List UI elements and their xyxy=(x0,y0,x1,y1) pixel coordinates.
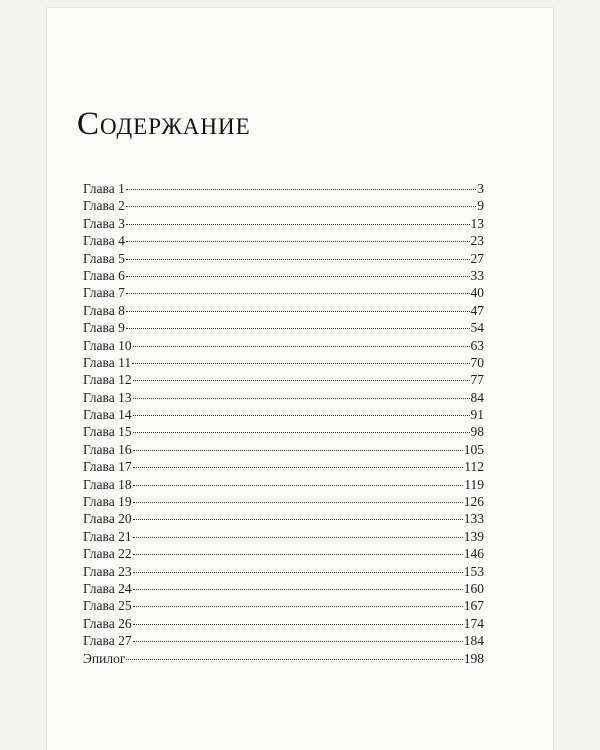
toc-entry-title: Глава 7 xyxy=(83,285,125,301)
toc-entry-page: 77 xyxy=(470,372,484,388)
toc-entry xyxy=(83,319,484,336)
toc-entry-page: 3 xyxy=(477,181,484,196)
toc-entry-title: Глава 15 xyxy=(83,424,132,440)
toc-leader-dots xyxy=(126,275,470,277)
toc-entry xyxy=(83,423,484,440)
toc-entry xyxy=(83,302,484,319)
toc-entry-page: 174 xyxy=(463,615,484,631)
toc-entry-page: 105 xyxy=(463,441,484,457)
toc-leader-dots xyxy=(133,397,470,399)
toc-entry-title: Глава 19 xyxy=(83,494,132,510)
toc-entry xyxy=(83,389,484,406)
toc-leader-dots xyxy=(133,571,463,573)
toc-entry-page: 160 xyxy=(463,580,484,596)
toc-entry-title: Глава 8 xyxy=(83,302,125,318)
toc-entry-page: 47 xyxy=(470,302,484,318)
toc-leader-dots xyxy=(133,345,470,347)
toc-entry-title: Глава 9 xyxy=(83,320,125,336)
toc-leader-dots xyxy=(133,466,464,468)
toc-entry xyxy=(83,632,484,649)
toc-entry xyxy=(83,337,484,354)
table-of-contents xyxy=(83,180,484,667)
toc-entry xyxy=(83,267,484,284)
toc-entry-page: 98 xyxy=(470,424,484,440)
toc-entry xyxy=(83,458,484,475)
toc-leader-dots xyxy=(133,588,463,590)
toc-leader-dots xyxy=(133,553,463,555)
toc-entry-page: 13 xyxy=(470,215,484,231)
toc-leader-dots xyxy=(133,501,463,503)
toc-entry-title: Глава 25 xyxy=(83,598,132,614)
toc-entry-title: Глава 5 xyxy=(83,250,125,266)
toc-entry-title: Глава 26 xyxy=(83,615,132,631)
toc-entry-page: 33 xyxy=(470,267,484,283)
page-title: Содержание xyxy=(77,106,251,142)
toc-entry-title: Глава 1 xyxy=(83,181,125,196)
toc-leader-dots xyxy=(133,414,470,416)
toc-leader-dots xyxy=(126,658,462,660)
toc-entry-title: Глава 3 xyxy=(83,215,125,231)
toc-entry xyxy=(83,597,484,614)
toc-entry xyxy=(83,250,484,267)
toc-entry xyxy=(83,493,484,510)
toc-leader-dots xyxy=(133,449,463,451)
toc-entry-title: Глава 12 xyxy=(83,372,132,388)
toc-leader-dots xyxy=(126,205,476,207)
toc-entry xyxy=(83,371,484,388)
toc-entry xyxy=(83,476,484,493)
toc-leader-dots xyxy=(133,484,464,486)
toc-entry xyxy=(83,441,484,458)
toc-entry xyxy=(83,180,484,197)
toc-leader-dots xyxy=(133,605,463,607)
toc-entry-page: 54 xyxy=(470,320,484,336)
toc-entry xyxy=(83,615,484,632)
toc-entry-title: Глава 6 xyxy=(83,267,125,283)
toc-entry-page: 27 xyxy=(470,250,484,266)
toc-entry-page: 70 xyxy=(470,354,484,370)
toc-entry xyxy=(83,197,484,214)
toc-entry-page: 9 xyxy=(477,198,484,214)
toc-entry-page: 198 xyxy=(463,650,484,666)
toc-entry xyxy=(83,545,484,562)
toc-entry-title: Глава 18 xyxy=(83,476,132,492)
toc-entry-page: 133 xyxy=(463,511,484,527)
toc-leader-dots xyxy=(126,188,476,190)
toc-entry xyxy=(83,215,484,232)
toc-entry xyxy=(83,563,484,580)
toc-entry xyxy=(83,528,484,545)
toc-entry-page: 153 xyxy=(463,563,484,579)
toc-leader-dots xyxy=(126,258,470,260)
toc-entry-title: Глава 10 xyxy=(83,337,132,353)
toc-leader-dots xyxy=(126,223,470,225)
toc-entry xyxy=(83,232,484,249)
toc-entry xyxy=(83,580,484,597)
toc-leader-dots xyxy=(126,240,470,242)
toc-leader-dots xyxy=(133,640,463,642)
toc-entry-title: Глава 2 xyxy=(83,198,125,214)
toc-entry-title: Глава 27 xyxy=(83,633,132,649)
toc-entry-page: 184 xyxy=(463,633,484,649)
toc-entry-page: 40 xyxy=(470,285,484,301)
toc-entry-title: Глава 24 xyxy=(83,580,132,596)
toc-entry-title: Глава 11 xyxy=(83,354,132,370)
toc-entry-title: Глава 22 xyxy=(83,546,132,562)
toc-entry-title: Глава 23 xyxy=(83,563,132,579)
toc-entry-page: 63 xyxy=(470,337,484,353)
toc-entry xyxy=(83,284,484,301)
toc-entry-title: Эпилог xyxy=(83,650,126,666)
toc-entry-title: Глава 21 xyxy=(83,528,132,544)
toc-entry-page: 23 xyxy=(470,233,484,249)
toc-entry-title: Глава 13 xyxy=(83,389,132,405)
toc-entry-page: 167 xyxy=(463,598,484,614)
toc-leader-dots xyxy=(133,518,463,520)
toc-entry xyxy=(83,354,484,371)
toc-entry-title: Глава 17 xyxy=(83,459,132,475)
toc-entry-title: Глава 14 xyxy=(83,407,132,423)
toc-leader-dots xyxy=(132,362,469,364)
toc-entry-page: 84 xyxy=(470,389,484,405)
toc-entry-page: 139 xyxy=(463,528,484,544)
toc-leader-dots xyxy=(133,623,463,625)
toc-entry xyxy=(83,406,484,423)
toc-entry-page: 119 xyxy=(464,476,484,492)
toc-entry xyxy=(83,650,484,667)
toc-leader-dots xyxy=(133,536,463,538)
toc-entry-page: 126 xyxy=(463,494,484,510)
toc-entry-page: 146 xyxy=(463,546,484,562)
toc-leader-dots xyxy=(133,379,470,381)
toc-entry xyxy=(83,510,484,527)
toc-entry-page: 91 xyxy=(470,407,484,423)
toc-leader-dots xyxy=(126,292,470,294)
toc-entry-title: Глава 16 xyxy=(83,441,132,457)
toc-leader-dots xyxy=(126,327,470,329)
toc-entry-page: 112 xyxy=(464,459,484,475)
toc-leader-dots xyxy=(133,431,470,433)
toc-entry-title: Глава 20 xyxy=(83,511,132,527)
toc-entry-title: Глава 4 xyxy=(83,233,125,249)
toc-leader-dots xyxy=(126,310,470,312)
